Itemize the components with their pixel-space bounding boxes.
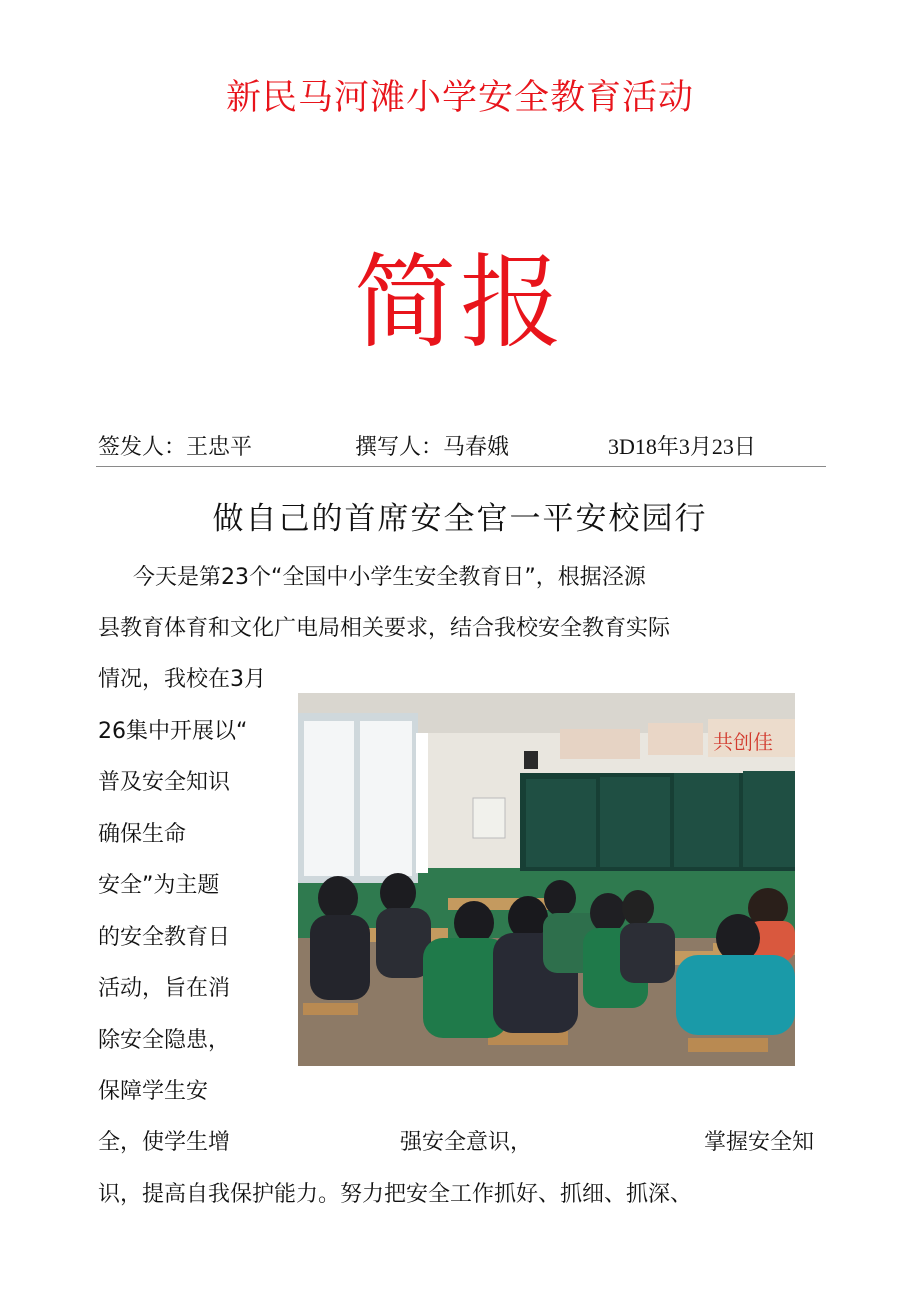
body-line-10: 除安全隐患， (98, 1028, 231, 1053)
body-line-3: 情况，我校在3月 (98, 667, 266, 692)
body-line-11: 保障学生安 (98, 1079, 209, 1104)
main-title: 简报 (354, 244, 566, 363)
header-divider (96, 466, 826, 467)
issue-date: 3D18年3月23日 (608, 434, 756, 459)
body-line-7: 安全”为主题 (98, 873, 220, 898)
article-title: 做自己的首席安全官一平安校园行 (212, 501, 708, 537)
body-line-9: 活动，旨在消 (98, 976, 231, 1001)
body-line-4: 26集中开展以“ (98, 719, 248, 744)
body-line-5: 普及安全知识 (98, 770, 231, 795)
body-line-6: 确保生命 (98, 822, 187, 847)
issuer: 签发人：王忠平 (98, 435, 253, 460)
writer: 撰写人：马春娥 (355, 435, 510, 460)
classroom-photo (298, 693, 795, 1066)
body-line-1: 今天是第23个“全国中小学生安全教育日”，根据泾源 (133, 565, 646, 590)
banner-text: 共创佳 (713, 730, 773, 754)
body-line-12a: 全，使学生增 (98, 1130, 231, 1155)
body-line-13: 识，提高自我保护能力。努力把安全工作抓好、抓细、抓深、 (98, 1182, 693, 1207)
body-line-12c: 掌握安全知 (704, 1130, 815, 1155)
body-line-8: 的安全教育日 (98, 925, 231, 950)
body-line-12b: 强安全意识， (400, 1130, 533, 1155)
org-title: 新民马河滩小学安全教育活动 (225, 78, 694, 118)
body-line-2: 县教育体育和文化广电局相关要求，结合我校安全教育实际 (98, 616, 671, 641)
